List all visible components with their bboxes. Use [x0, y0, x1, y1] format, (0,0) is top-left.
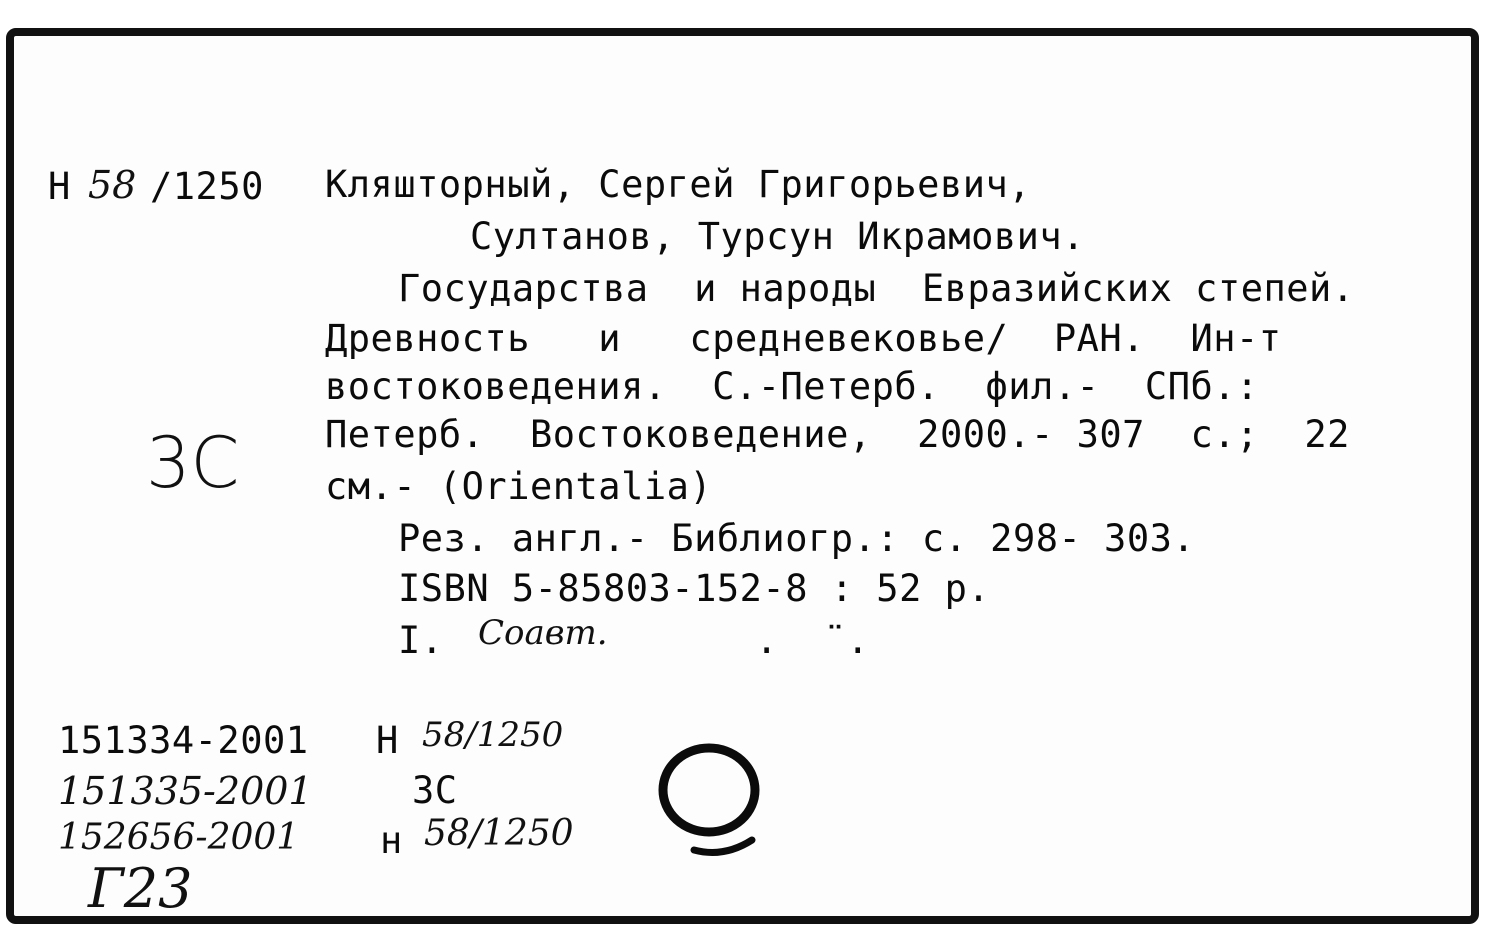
bottom-mark-handwritten: Г23 — [88, 857, 193, 920]
tracing-dots: . ¨. — [710, 619, 870, 662]
inventory-number: 152656-2001 — [58, 817, 300, 858]
tracing-prefix: I. — [398, 619, 444, 662]
series-line: см.- (Orientalia) — [325, 465, 713, 508]
inventory-number: 151335-2001 — [58, 769, 313, 813]
call-number-suffix: /1250 — [150, 165, 264, 208]
call-number-prefix: Н — [48, 165, 71, 208]
inventory-location-handwritten: 58/1250 — [422, 715, 564, 755]
inventory-number: 151334-2001 — [58, 719, 309, 762]
stamp-circle-icon — [654, 738, 764, 868]
title-line: Древность и средневековье/ РАН. Ин-т — [325, 317, 1282, 360]
isbn-line: ISBN 5-85803-152-8 : 52 р. — [398, 567, 991, 610]
imprint-line: Петерб. Востоковедение, 2000.- 307 с.; 22 — [325, 413, 1350, 456]
inventory-location-handwritten: 58/1250 — [424, 813, 574, 854]
inventory-location-prefix: н — [380, 819, 403, 862]
author-secondary: Султанов, Турсун Икрамович. — [470, 215, 1085, 258]
imprint-line: востоковедения. С.-Петерб. фил.- СПб.: — [325, 365, 1259, 408]
notes-line: Рез. англ.- Библиогр.: с. 298- 303. — [398, 517, 1196, 560]
title-line: Государства и народы Евразийских степей. — [398, 267, 1355, 310]
inventory-location-prefix: Н — [376, 719, 399, 762]
side-mark-handwritten: 3С — [146, 422, 240, 504]
call-number-handwritten: 58 — [88, 163, 137, 207]
author-primary: Кляшторный, Сергей Григорьевич, — [325, 163, 1032, 206]
tracing-handwritten: Соавт. — [478, 613, 608, 653]
inventory-location-handwritten: 3С — [412, 769, 458, 812]
